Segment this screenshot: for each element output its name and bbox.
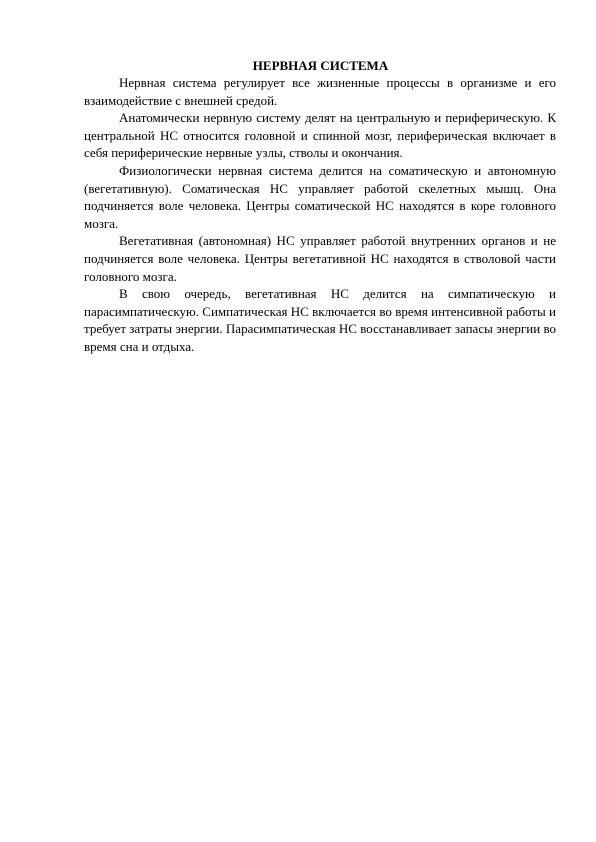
paragraph-1: Нервная система регулирует все жизненные процессы в организме и его взаимодействие с внешней средой. — [84, 75, 556, 108]
paragraph-5: В свою очередь, вегетативная НС делится на симпатическую и парасимпатическую. Симпатическая НС включается во время интенсивной работы и требует затраты энергии. Парасимпатическая НС восстанавливает запасы энергии во время сна и отдыха. — [84, 286, 556, 354]
document-title: НЕРВНАЯ СИСТЕМА — [252, 58, 389, 73]
paragraph-3: Физиологически нервная система делится на соматическую и автономную (вегетативную). Соматическая НС управляет работой скелетных мышц. Она подчиняется воле человека. Центры соматической НС находятся в коре головного мозга. — [84, 162, 556, 231]
paragraph-2: Анатомически нервную систему делят на центральную и периферическую. К центральной НС относится головной и спинной мозг, периферическая включает в себя периферические нервные узлы, стволы и окончания. — [84, 110, 556, 161]
paragraph-4: Вегетативная (автономная) НС управляет работой внутренних органов и не подчиняется воле человека. Центры вегетативной НС находятся в стволовой части головного мозга. — [84, 233, 556, 284]
